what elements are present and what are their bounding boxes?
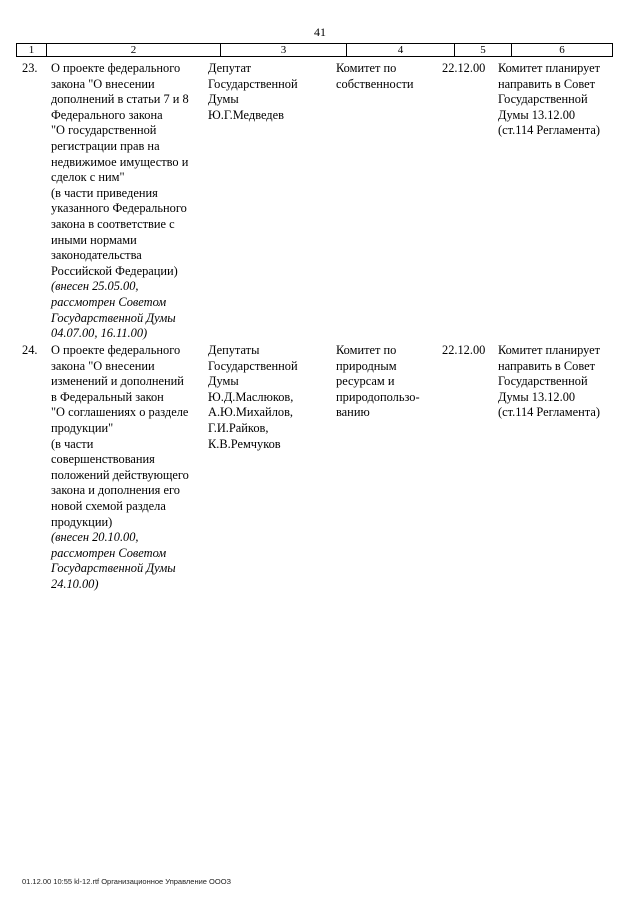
text-line: природным [336, 358, 397, 373]
text-line: направить в Совет [498, 76, 596, 91]
text-line: "О соглашениях о разделе [51, 405, 189, 420]
bill-title [51, 343, 211, 593]
text-line: закона в соответствие с [51, 216, 175, 231]
header-col-6: 6 [559, 44, 565, 56]
text-line: направить в Совет [498, 358, 596, 373]
submission-note-line: 04.07.00, 16.11.00) [51, 326, 148, 341]
text-line: Депутат [208, 61, 252, 75]
header-col-2: 2 [47, 44, 221, 56]
text-line: Думы [208, 374, 239, 389]
header-col-1: 1 [17, 44, 47, 56]
text-line: Государственной [498, 374, 588, 389]
submission-note-line: Государственной Думы [51, 561, 176, 576]
text-line: в Федеральный закон [51, 389, 164, 404]
text-line: совершенствования [51, 452, 155, 467]
text-line: Государственной [208, 358, 298, 373]
text-line: Депутаты [208, 343, 260, 357]
text-line: закона и дополнения его [51, 483, 180, 498]
header-col-3: 3 [221, 44, 347, 56]
text-line: продукции) [51, 514, 113, 529]
text-line: сделок с ним" [51, 170, 125, 185]
text-line: (в части приведения [51, 185, 158, 200]
submission-note-line: (внесен 25.05.00, [51, 279, 139, 294]
committee-plan [498, 343, 618, 421]
responsible-committee [336, 343, 436, 421]
review-date: 22.12.00 [442, 343, 486, 357]
bill-author [208, 343, 333, 452]
header-col-4: 4 [347, 44, 455, 56]
text-line: законодательства [51, 248, 142, 263]
text-line: недвижимое имущество и [51, 154, 189, 169]
text-line: ресурсам и [336, 374, 395, 389]
text-line: Ю.Д.Маслюков, [208, 389, 294, 404]
text-line: Комитет по [336, 343, 397, 357]
text-line: природопользо- [336, 389, 420, 404]
text-line: Ю.Г.Медведев [208, 107, 284, 122]
text-line: Комитет планирует [498, 343, 601, 357]
text-line: новой схемой раздела [51, 498, 166, 513]
text-line: (в части [51, 436, 94, 451]
text-line: К.В.Ремчуков [208, 436, 281, 451]
text-line: закона "О внесении [51, 358, 155, 373]
text-line: положений действующего [51, 467, 189, 482]
text-line: собственности [336, 76, 414, 91]
table-header [16, 43, 613, 57]
text-line: О проекте федерального [51, 343, 181, 357]
text-line: Российской Федерации) [51, 263, 178, 278]
text-line: закона "О внесении [51, 76, 155, 91]
text-line: продукции" [51, 420, 114, 435]
page-number: 41 [314, 25, 326, 39]
header-col-5: 5 [455, 44, 512, 56]
committee-plan [498, 61, 618, 139]
row-number: 24. [22, 343, 38, 357]
submission-note-line: (внесен 20.10.00, [51, 530, 139, 545]
text-line: регистрации прав на [51, 138, 160, 153]
text-line: "О государственной [51, 123, 157, 138]
text-line: Думы [208, 92, 239, 107]
review-date: 22.12.00 [442, 61, 486, 75]
submission-note-line: рассмотрен Советом [51, 294, 167, 309]
text-line: Думы 13.12.00 [498, 107, 576, 122]
bill-author [208, 61, 333, 123]
text-line: изменений и дополнений [51, 374, 184, 389]
page-footer: 01.12.00 10:55 kl-12.rtf Организационное Управление ОООЗ [22, 877, 232, 886]
text-line: Думы 13.12.00 [498, 389, 576, 404]
submission-note-line: Государственной Думы [51, 310, 176, 325]
text-line: Комитет планирует [498, 61, 601, 75]
text-line: О проекте федерального [51, 61, 181, 75]
text-line: Государственной [208, 76, 298, 91]
text-line: иными нормами [51, 232, 137, 247]
text-line: ванию [336, 405, 370, 420]
text-line: Г.И.Райков, [208, 420, 269, 435]
text-line: (ст.114 Регламента) [498, 123, 600, 138]
row-number: 23. [22, 61, 38, 75]
submission-note-line: 24.10.00) [51, 576, 99, 591]
text-line: А.Ю.Михайлов, [208, 405, 294, 420]
text-line: Федерального закона [51, 107, 163, 122]
text-line: указанного Федерального [51, 201, 187, 216]
text-line: (ст.114 Регламента) [498, 405, 600, 420]
submission-note-line: рассмотрен Советом [51, 545, 167, 560]
text-line: Комитет по [336, 61, 397, 75]
responsible-committee [336, 61, 436, 92]
text-line: Государственной [498, 92, 588, 107]
bill-title [51, 61, 211, 342]
text-line: дополнений в статьи 7 и 8 [51, 92, 189, 107]
